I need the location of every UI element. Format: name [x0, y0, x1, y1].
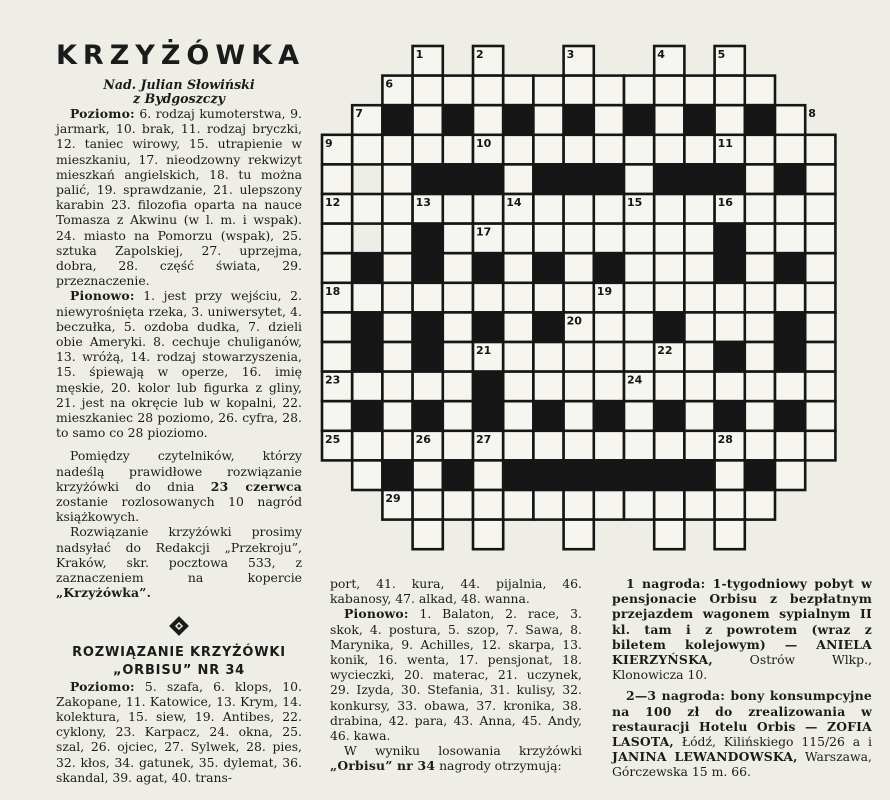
clue-number: 21	[476, 344, 492, 357]
grid-cell[interactable]	[503, 431, 533, 461]
grid-cell[interactable]	[443, 194, 473, 224]
grid-cell[interactable]	[624, 253, 654, 283]
grid-cell[interactable]	[533, 372, 563, 402]
grid-cell[interactable]	[533, 490, 563, 520]
grid-cell[interactable]	[715, 312, 745, 342]
puzzle-title: KRZYŻÓWKA	[56, 40, 305, 71]
clue-number: 24	[627, 373, 643, 387]
black-cell	[745, 105, 775, 135]
grid-cell[interactable]	[503, 283, 533, 313]
grid-cell[interactable]	[382, 164, 412, 194]
black-cell	[352, 401, 382, 431]
clue-number: 29	[385, 492, 401, 505]
black-cell	[654, 460, 684, 490]
clue-number: 2	[476, 48, 484, 61]
grid-cell[interactable]	[624, 164, 654, 194]
grid-cell[interactable]	[443, 283, 473, 313]
clue-number: 23	[325, 373, 341, 387]
diamond-divider-icon	[168, 615, 190, 637]
black-cell	[715, 253, 745, 283]
solution-subheading: „ORBISU” NR 34	[112, 662, 246, 678]
grid-cell[interactable]	[745, 490, 775, 520]
black-cell	[473, 312, 503, 342]
grid-cell[interactable]	[473, 460, 503, 490]
grid-cell[interactable]	[352, 135, 382, 165]
black-cell	[443, 105, 473, 135]
grid-cell[interactable]	[594, 105, 624, 135]
grid-cell[interactable]	[805, 224, 835, 254]
grid-cell[interactable]	[684, 490, 714, 520]
grid-cell[interactable]	[684, 194, 714, 224]
grid-cell[interactable]	[805, 253, 835, 283]
grid-cell[interactable]	[413, 520, 443, 550]
grid-cell[interactable]	[745, 253, 775, 283]
grid-cell[interactable]	[805, 164, 835, 194]
grid-cell[interactable]	[805, 283, 835, 313]
grid-cell[interactable]	[624, 431, 654, 461]
grid-cell[interactable]	[715, 520, 745, 550]
grid-cell[interactable]	[594, 135, 624, 165]
grid-cell[interactable]	[654, 490, 684, 520]
grid-cell[interactable]	[533, 76, 563, 106]
black-cell	[413, 312, 443, 342]
grid-cell[interactable]	[624, 224, 654, 254]
grid-cell[interactable]	[654, 76, 684, 106]
grid-cell[interactable]	[564, 490, 594, 520]
black-cell	[745, 460, 775, 490]
grid-cell[interactable]	[533, 342, 563, 372]
author-city: z Bydgoszczy	[133, 91, 225, 106]
clue-number: 18	[325, 284, 341, 298]
black-cell	[775, 401, 805, 431]
black-cell	[594, 164, 624, 194]
black-cell	[382, 460, 412, 490]
grid-cell[interactable]	[624, 401, 654, 431]
contest-text: Pomiędzy czytelników, którzy nadeślą prawidłowe rozwiązanie krzyżówki do dnia 23 czerwca zostanie rozlosowanych 10 nagród książkowych.	[56, 448, 302, 525]
solution-column	[330, 576, 582, 774]
black-cell	[775, 342, 805, 372]
grid-cell[interactable]	[413, 105, 443, 135]
draw-text: W wyniku losowania krzyżówki „Orbisu” nr 34 nagrody otrzymują:	[330, 743, 582, 774]
clue-number: 6	[385, 77, 394, 91]
black-cell	[654, 401, 684, 431]
grid-cell[interactable]	[684, 431, 714, 461]
grid-cell[interactable]	[533, 224, 563, 254]
grid-cell[interactable]	[443, 401, 473, 431]
grid-cell[interactable]	[443, 372, 473, 402]
grid-cell[interactable]	[443, 135, 473, 165]
grid-cell[interactable]	[805, 312, 835, 342]
grid-cell[interactable]	[684, 372, 714, 402]
grid-cell[interactable]	[413, 76, 443, 106]
grid-cell[interactable]	[564, 253, 594, 283]
clue-number: 8	[808, 107, 816, 121]
down-clues: Pionowo: 1. jest przy wejściu, 2. niewyrośnięta rzeka, 3. uniwersytet, 4. beczułka, 5. ozdoba dudka, 7. dzieli obie Ameryki. 8. cechuje chuliganów, 13. wróżą, 14. rodzaj stowarzyszenia, 15. śpiewają w operze, 16. imię męskie, 20. kolor lub figurka z gliny, 21. jest na okręcie lub w kopalni, 22. mieszkaniec 28 poziomo, 26. cyfra, 28. to samo co 28 pioziomo.	[56, 288, 302, 441]
grid-cell[interactable]	[654, 135, 684, 165]
grid-cell[interactable]	[503, 135, 533, 165]
black-cell	[715, 342, 745, 372]
grid-cell[interactable]	[473, 490, 503, 520]
black-cell	[533, 460, 563, 490]
grid-cell[interactable]	[805, 401, 835, 431]
grid-cell[interactable]	[805, 194, 835, 224]
grid-cell[interactable]	[533, 135, 563, 165]
grid-cell[interactable]	[715, 372, 745, 402]
grid-cell[interactable]	[564, 283, 594, 313]
black-cell	[624, 105, 654, 135]
black-cell	[352, 253, 382, 283]
grid-cell[interactable]	[352, 194, 382, 224]
grid-cell[interactable]	[413, 490, 443, 520]
puzzle-column	[56, 40, 305, 785]
grid-cell[interactable]	[533, 194, 563, 224]
grid-cell[interactable]	[322, 401, 352, 431]
clue-number: 27	[476, 432, 492, 446]
grid-cell[interactable]	[594, 194, 624, 224]
black-cell	[473, 372, 503, 402]
black-cell	[413, 401, 443, 431]
grid-cell[interactable]	[382, 194, 412, 224]
black-cell	[654, 312, 684, 342]
black-cell	[564, 164, 594, 194]
grid-cell[interactable]	[382, 253, 412, 283]
grid-cell[interactable]	[564, 401, 594, 431]
grid-cell[interactable]	[745, 342, 775, 372]
grid-cell[interactable]	[624, 76, 654, 106]
grid-cell[interactable]	[382, 401, 412, 431]
prizes-column	[612, 576, 872, 780]
grid-cell[interactable]	[352, 460, 382, 490]
black-cell	[564, 460, 594, 490]
grid-cell[interactable]	[684, 76, 714, 106]
grid-cell[interactable]	[473, 194, 503, 224]
grid-cell[interactable]	[715, 490, 745, 520]
grid-cell[interactable]	[594, 490, 624, 520]
black-cell	[533, 312, 563, 342]
black-cell	[533, 253, 563, 283]
grid-cell[interactable]	[624, 490, 654, 520]
grid-cell[interactable]	[745, 164, 775, 194]
clue-number: 14	[506, 196, 522, 209]
grid-cell[interactable]	[413, 372, 443, 402]
grid-cell[interactable]	[322, 164, 352, 194]
grid-cell[interactable]	[745, 283, 775, 313]
grid-cell[interactable]	[382, 283, 412, 313]
grid-cell[interactable]	[473, 520, 503, 550]
black-cell	[413, 253, 443, 283]
clue-number: 10	[476, 136, 492, 150]
grid-cell[interactable]	[745, 401, 775, 431]
grid-cell[interactable]	[503, 401, 533, 431]
black-cell	[654, 164, 684, 194]
grid-cell[interactable]	[564, 431, 594, 461]
black-cell	[503, 460, 533, 490]
grid-cell[interactable]	[443, 342, 473, 372]
grid-cell[interactable]	[654, 520, 684, 550]
black-cell	[413, 342, 443, 372]
grid-cell[interactable]	[322, 342, 352, 372]
first-prize: 1 nagroda: 1-tygodniowy pobyt w pensjonacie Orbisu z bezpłatnym przejazdem wagonem sypialnym II kl. tam i z powrotem (wraz z biletem kolejowym) — ANIELA KIERZYŃSKA, Ostrów Wlkp., Klonowicza 10.	[612, 576, 872, 683]
black-cell	[413, 164, 443, 194]
black-cell	[352, 342, 382, 372]
clue-number: 13	[415, 196, 431, 209]
grid-cell[interactable]	[382, 372, 412, 402]
clue-number: 20	[566, 314, 582, 328]
grid-cell[interactable]	[564, 520, 594, 550]
black-cell	[503, 105, 533, 135]
grid-cell[interactable]	[564, 194, 594, 224]
grid-cell[interactable]	[503, 253, 533, 283]
grid-cell[interactable]	[473, 283, 503, 313]
grid-cell[interactable]	[775, 135, 805, 165]
grid-cell[interactable]	[684, 253, 714, 283]
grid-cell[interactable]	[654, 283, 684, 313]
grid-cell[interactable]	[503, 312, 533, 342]
clue-number: 1	[415, 48, 424, 61]
black-cell	[382, 105, 412, 135]
black-cell	[715, 224, 745, 254]
black-cell	[473, 253, 503, 283]
black-cell	[594, 460, 624, 490]
grid-cell[interactable]	[413, 283, 443, 313]
grid-cell[interactable]	[654, 194, 684, 224]
grid-cell[interactable]	[382, 135, 412, 165]
grid-cell[interactable]	[564, 342, 594, 372]
grid-cell[interactable]	[443, 76, 473, 106]
grid-cell[interactable]	[624, 135, 654, 165]
black-cell	[413, 224, 443, 254]
grid-cell[interactable]	[715, 460, 745, 490]
grid-cell[interactable]	[594, 76, 624, 106]
clue-number: 4	[657, 48, 665, 61]
grid-cell[interactable]	[503, 164, 533, 194]
second-prize: 2—3 nagroda: bony konsumpcyjne na 100 zł do zrealizowania w restauracji Hotelu Orbis — ZOFIA LASOTA, Łódź, Kilińskiego 115/26 a i JANINA LEWANDOWSKA, Warszawa, Górczewska 15 m. 66.	[612, 688, 872, 780]
black-cell	[594, 401, 624, 431]
black-cell	[684, 460, 714, 490]
grid-cell[interactable]	[382, 224, 412, 254]
grid-cell[interactable]	[715, 76, 745, 106]
clue-number: 7	[355, 107, 363, 121]
grid-cell[interactable]	[322, 312, 352, 342]
solution-heading: ROZWIĄZANIE KRZYŻÓWKI	[72, 644, 286, 660]
grid-cell[interactable]	[352, 283, 382, 313]
grid-cell[interactable]	[443, 490, 473, 520]
grid-cell[interactable]	[382, 312, 412, 342]
grid-cell[interactable]	[503, 224, 533, 254]
grid-cell[interactable]	[684, 342, 714, 372]
grid-cell[interactable]	[805, 372, 835, 402]
send-text: Rozwiązanie krzyżówki prosimy nadsyłać do Redakcji „Przekroju”, Kraków, skr. pocztowa 533, z zaznaczeniem na kopercie „Krzyżówka”.	[56, 524, 302, 601]
grid-cell[interactable]	[413, 460, 443, 490]
grid-cell[interactable]	[745, 224, 775, 254]
black-cell	[684, 164, 714, 194]
clue-number: 17	[476, 225, 492, 239]
black-cell	[775, 253, 805, 283]
grid-cell[interactable]	[533, 431, 563, 461]
grid-cell[interactable]	[564, 372, 594, 402]
grid-cell[interactable]	[382, 431, 412, 461]
grid-cell[interactable]	[473, 105, 503, 135]
clue-number: 11	[717, 136, 733, 150]
grid-cell[interactable]	[745, 431, 775, 461]
clue-number: 9	[325, 136, 333, 150]
clue-number: 22	[657, 344, 673, 357]
grid-cell[interactable]	[352, 372, 382, 402]
grid-cell[interactable]	[654, 253, 684, 283]
grid-cell[interactable]	[624, 283, 654, 313]
solution-across-cont: port, 41. kura, 44. pijalnia, 46. kabanosy, 47. alkad, 48. wanna.	[330, 576, 582, 607]
grid-cell[interactable]	[564, 76, 594, 106]
grid-cell[interactable]	[654, 105, 684, 135]
grid-cell[interactable]	[443, 431, 473, 461]
grid-cell[interactable]	[654, 372, 684, 402]
black-cell	[715, 164, 745, 194]
grid-cell[interactable]	[684, 283, 714, 313]
clue-number: 26	[415, 432, 431, 446]
grid-cell[interactable]	[775, 194, 805, 224]
grid-cell[interactable]	[775, 224, 805, 254]
clue-number: 16	[717, 196, 733, 209]
grid-cell[interactable]	[654, 224, 684, 254]
clue-number: 25	[325, 432, 341, 446]
grid-cell[interactable]	[805, 431, 835, 461]
across-clues: Poziomo: 6. rodzaj kumoterstwa, 9. jarmark, 10. brak, 11. rodzaj bryczki, 12. taniec wirowy, 15. utrapienie w mieszkaniu, 17. nieodzowny rekwizyt mieszkań angielskich, 18. tu można palić, 19. sprawdzanie, 21. ulepszony karabin 23. filozofia oparta na nauce Tomasza z Akwinu (w l. m. i wspak). 24. miasto na Pomorzu (wspak), 25. sztuka Zapolskiej, 27. uprzejma, dobra, 28. część świata, 29. przeznaczenie.	[56, 106, 302, 289]
grid-cell[interactable]	[533, 283, 563, 313]
grid-cell[interactable]	[775, 283, 805, 313]
grid-cell[interactable]	[533, 105, 563, 135]
grid-cell[interactable]	[654, 431, 684, 461]
grid-cell[interactable]	[503, 372, 533, 402]
grid-cell[interactable]	[624, 312, 654, 342]
solution-down: Pionowo: 1. Balaton, 2. race, 3. skok, 4. postura, 5. szop, 7. Sawa, 8. Marynika, 9. Achilles, 12. skarpa, 13. konik, 16. wenta, 17. pensjonat, 18. wycieczki, 20. materac, 21. uczynek, 29. Izyda, 30. Stefania, 31. kulisy, 32. konkursy, 33. obawa, 37. kronika, 38. drabina, 42. para, 43. Anna, 45. Andy, 46. kawa.	[330, 606, 582, 744]
grid-cell[interactable]	[594, 342, 624, 372]
grid-cell[interactable]	[715, 105, 745, 135]
black-cell	[775, 164, 805, 194]
grid-cell[interactable]	[805, 135, 835, 165]
grid-cell[interactable]	[322, 224, 352, 254]
clue-number: 12	[325, 196, 341, 209]
grid-cell[interactable]	[473, 76, 503, 106]
grid-cell[interactable]	[624, 342, 654, 372]
black-cell	[443, 164, 473, 194]
grid-cell[interactable]	[564, 224, 594, 254]
black-cell	[533, 401, 563, 431]
black-cell	[473, 401, 503, 431]
grid-cell[interactable]	[594, 312, 624, 342]
grid-cell[interactable]	[745, 194, 775, 224]
clue-number: 5	[717, 48, 726, 61]
black-cell	[352, 312, 382, 342]
grid-cell[interactable]	[745, 76, 775, 106]
grid-cell[interactable]	[503, 342, 533, 372]
black-cell	[715, 401, 745, 431]
grid-cell[interactable]	[443, 253, 473, 283]
grid-cell[interactable]	[684, 224, 714, 254]
grid-cell[interactable]	[564, 135, 594, 165]
grid-cell[interactable]	[684, 401, 714, 431]
clue-number: 15	[627, 196, 643, 209]
grid-cell[interactable]	[503, 490, 533, 520]
grid-cell[interactable]	[745, 312, 775, 342]
grid-cell[interactable]	[443, 224, 473, 254]
grid-cell[interactable]	[443, 312, 473, 342]
grid-cell[interactable]	[745, 372, 775, 402]
grid-cell[interactable]	[775, 431, 805, 461]
grid-cell[interactable]	[382, 342, 412, 372]
black-cell	[684, 105, 714, 135]
grid-cell[interactable]	[684, 312, 714, 342]
black-cell	[443, 460, 473, 490]
grid-cell[interactable]	[594, 431, 624, 461]
solution-across: Poziomo: 5. szafa, 6. klops, 10. Zakopane, 11. Katowice, 13. Krym, 14. kolektura, 15. siew, 19. Antibes, 22. cyklony, 23. Karpacz, 24. okna, 25. szal, 26. ojciec, 27. Sylwek, 28. pies, 32. kłos, 34. gatunek, 35. dylemat, 36. skandal, 39. agat, 40. trans-	[56, 678, 302, 785]
grid-cell[interactable]	[775, 372, 805, 402]
clue-number: 3	[566, 48, 575, 61]
black-cell	[564, 105, 594, 135]
grid-cell[interactable]	[715, 283, 745, 313]
grid-cell[interactable]	[503, 76, 533, 106]
grid-cell[interactable]	[352, 431, 382, 461]
grid-cell[interactable]	[775, 460, 805, 490]
grid-cell[interactable]	[775, 105, 805, 135]
author-line: Nad. Julian Słowiński	[103, 77, 255, 92]
grid-cell[interactable]	[805, 342, 835, 372]
black-cell	[775, 312, 805, 342]
grid-cell[interactable]	[594, 372, 624, 402]
grid-cell[interactable]	[413, 135, 443, 165]
black-cell	[624, 460, 654, 490]
black-cell	[473, 164, 503, 194]
grid-cell[interactable]	[745, 135, 775, 165]
black-cell	[533, 164, 563, 194]
clue-number: 28	[717, 432, 733, 446]
grid-cell[interactable]	[594, 224, 624, 254]
clue-number: 19	[596, 284, 613, 298]
black-cell	[594, 253, 624, 283]
grid-cell[interactable]	[684, 135, 714, 165]
grid-cell[interactable]	[322, 253, 352, 283]
